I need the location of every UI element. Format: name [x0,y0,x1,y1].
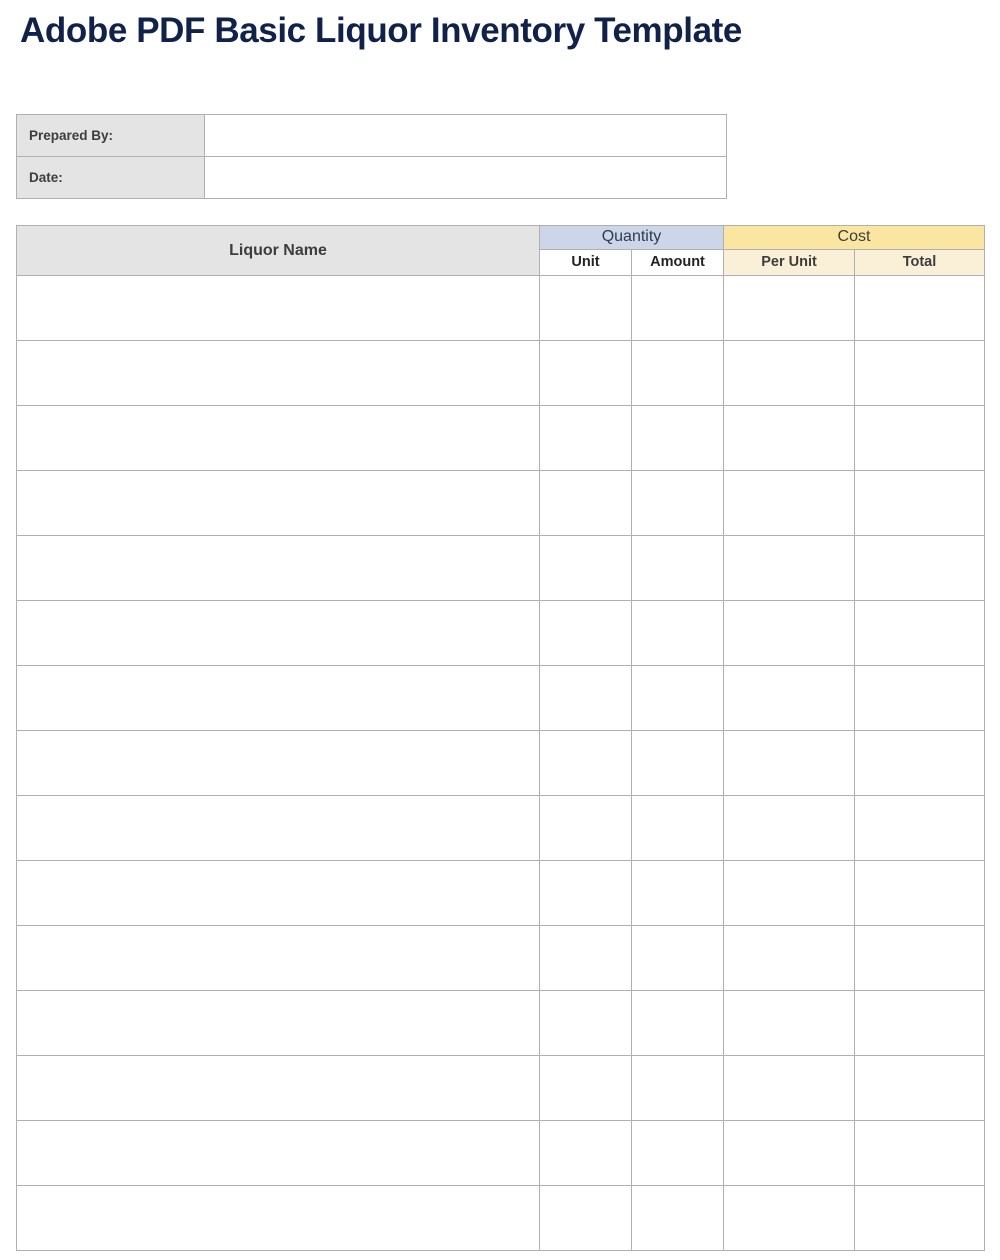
cell-total[interactable] [855,796,985,861]
cell-total[interactable] [855,406,985,471]
cell-per-unit[interactable] [724,796,855,861]
cell-liquor-name[interactable] [17,991,540,1056]
cell-liquor-name[interactable] [17,471,540,536]
cell-total[interactable] [855,731,985,796]
page-title: Adobe PDF Basic Liquor Inventory Template [20,11,742,50]
cell-per-unit[interactable] [724,926,855,991]
cell-per-unit[interactable] [724,406,855,471]
cell-total[interactable] [855,1121,985,1186]
cell-total[interactable] [855,276,985,341]
cell-per-unit[interactable] [724,471,855,536]
cell-total[interactable] [855,601,985,666]
table-header [17,226,985,276]
cell-total[interactable] [855,926,985,991]
table-row [17,601,985,666]
table-row [17,796,985,861]
cell-unit[interactable] [540,796,632,861]
cell-amount[interactable] [632,601,724,666]
cell-unit[interactable] [540,601,632,666]
cell-unit[interactable] [540,666,632,731]
column-header-liquor-name: Liquor Name [17,226,540,276]
table-row [17,926,985,991]
cell-amount[interactable] [632,1121,724,1186]
date-label: Date: [17,157,205,199]
table-row [17,341,985,406]
cell-amount[interactable] [632,926,724,991]
prepared-by-label: Prepared By: [17,115,205,157]
table-row [17,991,985,1056]
cell-liquor-name[interactable] [17,926,540,991]
table-row [17,731,985,796]
prepared-by-date-table [16,114,727,199]
cell-liquor-name[interactable] [17,276,540,341]
cell-unit[interactable] [540,991,632,1056]
liquor-inventory-table [16,225,985,1251]
cell-unit[interactable] [540,406,632,471]
column-group-header-cost: Cost [724,226,985,250]
cell-liquor-name[interactable] [17,666,540,731]
table-row [17,157,727,199]
cell-per-unit[interactable] [724,601,855,666]
table-row [17,1186,985,1251]
cell-per-unit[interactable] [724,276,855,341]
cell-liquor-name[interactable] [17,796,540,861]
cell-liquor-name[interactable] [17,601,540,666]
cell-liquor-name[interactable] [17,1056,540,1121]
cell-unit[interactable] [540,926,632,991]
cell-liquor-name[interactable] [17,1186,540,1251]
cell-liquor-name[interactable] [17,406,540,471]
cell-liquor-name[interactable] [17,536,540,601]
prepared-by-field[interactable] [205,115,727,157]
cell-per-unit[interactable] [724,666,855,731]
table-row [17,861,985,926]
column-header-per-unit: Per Unit [724,249,855,275]
cell-amount[interactable] [632,276,724,341]
date-field[interactable] [205,157,727,199]
cell-unit[interactable] [540,861,632,926]
cell-liquor-name[interactable] [17,341,540,406]
cell-amount[interactable] [632,1186,724,1251]
cell-unit[interactable] [540,341,632,406]
cell-unit[interactable] [540,731,632,796]
cell-amount[interactable] [632,731,724,796]
cell-total[interactable] [855,341,985,406]
table-row [17,115,727,157]
cell-amount[interactable] [632,1056,724,1121]
table-body [17,276,985,1251]
table-header-group-row [17,226,985,250]
column-group-header-quantity: Quantity [540,226,724,250]
cell-unit[interactable] [540,471,632,536]
cell-per-unit[interactable] [724,341,855,406]
cell-liquor-name[interactable] [17,861,540,926]
cell-amount[interactable] [632,861,724,926]
cell-amount[interactable] [632,796,724,861]
cell-total[interactable] [855,861,985,926]
document-page [0,10,1000,1260]
cell-total[interactable] [855,471,985,536]
cell-liquor-name[interactable] [17,1121,540,1186]
cell-total[interactable] [855,1186,985,1251]
table-row [17,1056,985,1121]
cell-per-unit[interactable] [724,991,855,1056]
cell-per-unit[interactable] [724,731,855,796]
cell-total[interactable] [855,666,985,731]
cell-total[interactable] [855,1056,985,1121]
cell-liquor-name[interactable] [17,731,540,796]
table-row [17,1121,985,1186]
cell-total[interactable] [855,991,985,1056]
cell-amount[interactable] [632,666,724,731]
cell-amount[interactable] [632,406,724,471]
column-header-unit: Unit [540,249,632,275]
cell-unit[interactable] [540,1121,632,1186]
table-row [17,406,985,471]
cell-amount[interactable] [632,991,724,1056]
cell-unit[interactable] [540,1186,632,1251]
cell-per-unit[interactable] [724,536,855,601]
table-row [17,471,985,536]
cell-unit[interactable] [540,536,632,601]
cell-amount[interactable] [632,536,724,601]
column-header-amount: Amount [632,249,724,275]
column-header-total: Total [855,249,985,275]
table-row [17,536,985,601]
table-row [17,666,985,731]
cell-amount[interactable] [632,471,724,536]
cell-total[interactable] [855,536,985,601]
cell-per-unit[interactable] [724,861,855,926]
cell-per-unit[interactable] [724,1186,855,1251]
cell-unit[interactable] [540,276,632,341]
cell-per-unit[interactable] [724,1121,855,1186]
table-row [17,276,985,341]
cell-unit[interactable] [540,1056,632,1121]
cell-amount[interactable] [632,341,724,406]
cell-per-unit[interactable] [724,1056,855,1121]
